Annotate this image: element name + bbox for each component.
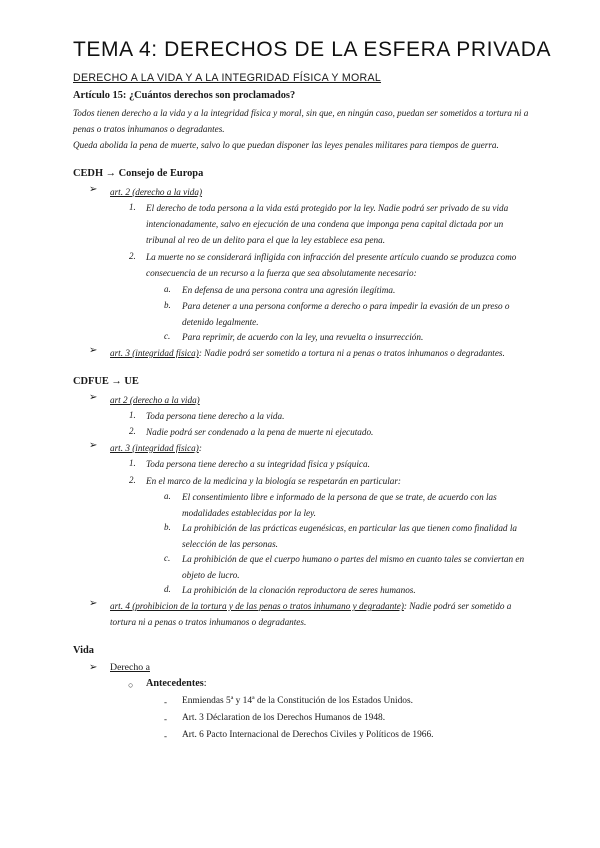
page-title: TEMA 4: DERECHOS DE LA ESFERA PRIVADA — [73, 38, 552, 61]
cdfue-art3-subitem: modalidades establecidas por la ley. — [182, 508, 316, 518]
art15-text-line: Queda abolida la pena de muerte, salvo lo que puedan disponer las leyes penales militares para tiempos de guerra. — [73, 140, 499, 150]
cedh-heading: CEDH → Consejo de Europa — [73, 168, 204, 179]
cdfue-art3-subitem: El consentimiento libre e informado de la persona de que se trate, de acuerdo con las — [182, 492, 497, 502]
cdfue-art4-text: tortura ni a penas o tratos inhumanos o degradantes. — [110, 617, 307, 627]
list-number: 2. — [129, 251, 136, 261]
list-letter: b. — [164, 522, 171, 532]
vida-derecho-link[interactable]: Derecho a — [110, 662, 150, 673]
cdfue-art4-label[interactable]: art. 4 (prohibicion de la tortura y de las penas o tratos inhumano y degradante) — [110, 601, 404, 611]
arrow-bullet-icon: ➢ — [89, 345, 98, 356]
vida-heading: Vida — [73, 645, 94, 656]
cedh-art3-line — [110, 345, 505, 361]
cdfue-art3-subitem: La prohibición de las prácticas eugenésicas, en particular las que tienen como finalidad la — [182, 523, 517, 533]
antecedente-item: Art. 3 Déclaration de los Derechos Humanos de 1948. — [182, 713, 386, 723]
cdfue-heading: CDFUE → UE — [73, 376, 139, 387]
list-letter: b. — [164, 300, 171, 310]
cedh-art2-subitem: Para detener a una persona conforme a derecho o para impedir la evasión de un preso o — [182, 301, 510, 311]
cdfue-art3-item: Toda persona tiene derecho a su integridad física y psíquica. — [146, 459, 370, 469]
cdfue-art2-item: Nadie podrá ser condenado a la pena de muerte ni ejecutado. — [146, 427, 374, 437]
list-number: 1. — [129, 202, 136, 212]
list-letter: a. — [164, 284, 171, 294]
cdfue-art3-subitem: La prohibición de que el cuerpo humano o partes del mismo en cuanto tales se conviertan en — [182, 554, 525, 564]
cedh-art2-subitem: detenido legalmente. — [182, 317, 259, 327]
cedh-art3-label[interactable]: art. 3 (integridad física) — [110, 348, 199, 358]
cedh-art2-text: El derecho de toda persona a la vida está protegido por la ley. Nadie podrá ser privado de su vida — [146, 203, 509, 213]
art15-text-line: Todos tienen derecho a la vida y a la integridad física y moral, sin que, en ningún caso, puedan ser sometidos a tortura ni a — [73, 108, 529, 118]
cedh-art2-text: La muerte no se considerará infligida con infracción del presente artículo cuando se produzca como — [146, 252, 517, 262]
list-letter: a. — [164, 491, 171, 501]
arrow-bullet-icon: ➢ — [89, 440, 98, 451]
list-letter: c. — [164, 553, 171, 563]
art15-heading: Artículo 15: ¿Cuántos derechos son proclamados? — [73, 90, 296, 101]
cedh-art2-text: intencionadamente, salvo en ejecución de una condena que imponga pena capital dictada por un — [146, 219, 504, 229]
dash-bullet-icon: - — [164, 731, 167, 741]
section-heading-link[interactable]: DERECHO A LA VIDA Y A LA INTEGRIDAD FÍSICA Y MORAL — [73, 72, 382, 84]
colon: : — [203, 678, 207, 689]
circle-bullet-icon: ○ — [128, 680, 134, 690]
dash-bullet-icon: - — [164, 697, 167, 707]
cdfue-art3-subitem: selección de las personas. — [182, 539, 278, 549]
cdfue-art2-item: Toda persona tiene derecho a la vida. — [146, 411, 285, 421]
cdfue-art3-label[interactable]: art. 3 (integridad física) — [110, 443, 199, 453]
list-number: 2. — [129, 426, 136, 436]
arrow-bullet-icon: ➢ — [89, 392, 98, 403]
art15-text-line: penas o tratos inhumanos o degradantes. — [73, 124, 225, 134]
list-number: 1. — [129, 458, 136, 468]
cedh-art2-text: consecuencia de un recurso a la fuerza que sea absolutamente necesario: — [146, 268, 417, 278]
antecedente-item: Enmiendas 5ª y 14ª de la Constitución de los Estados Unidos. — [182, 696, 413, 706]
cdfue-art3-subitem: La prohibición de la clonación reproductora de seres humanos. — [182, 585, 416, 595]
cdfue-art4-text: : Nadie podrá ser sometido a — [403, 601, 512, 611]
cdfue-art2-label[interactable]: art 2 (derecho a la vida) — [110, 395, 200, 405]
cedh-art2-subitem: En defensa de una persona contra una agresión ilegítima. — [182, 285, 396, 295]
cedh-art2-text: tribunal al reo de un delito para el que la ley establece esa pena. — [146, 235, 385, 245]
list-letter: c. — [164, 331, 171, 341]
arrow-bullet-icon: ➢ — [89, 662, 98, 673]
cedh-art2-subitem: Para reprimir, de acuerdo con la ley, una revuelta o insurrección. — [182, 332, 424, 342]
cdfue-art4-line — [110, 598, 511, 614]
cedh-art2-label[interactable]: art. 2 (derecho a la vida) — [110, 187, 203, 197]
arrow-bullet-icon: ➢ — [89, 598, 98, 609]
antecedente-item: Art. 6 Pacto Internacional de Derechos Civiles y Políticos de 1966. — [182, 730, 434, 740]
arrow-bullet-icon: ➢ — [89, 184, 98, 195]
cdfue-art3-line — [110, 440, 202, 456]
cdfue-art3-subitem: objeto de lucro. — [182, 570, 240, 580]
antecedentes-line — [146, 678, 207, 689]
dash-bullet-icon: - — [164, 714, 167, 724]
cedh-art3-text: : Nadie podrá ser sometido a tortura ni a penas o tratos inhumanos o degradantes. — [198, 348, 505, 358]
list-letter: d. — [164, 584, 171, 594]
list-number: 2. — [129, 475, 136, 485]
colon: : — [198, 443, 202, 453]
list-number: 1. — [129, 410, 136, 420]
antecedentes-label: Antecedentes — [146, 678, 204, 689]
cdfue-art3-item: En el marco de la medicina y la biología se respetarán en particular: — [146, 476, 401, 486]
